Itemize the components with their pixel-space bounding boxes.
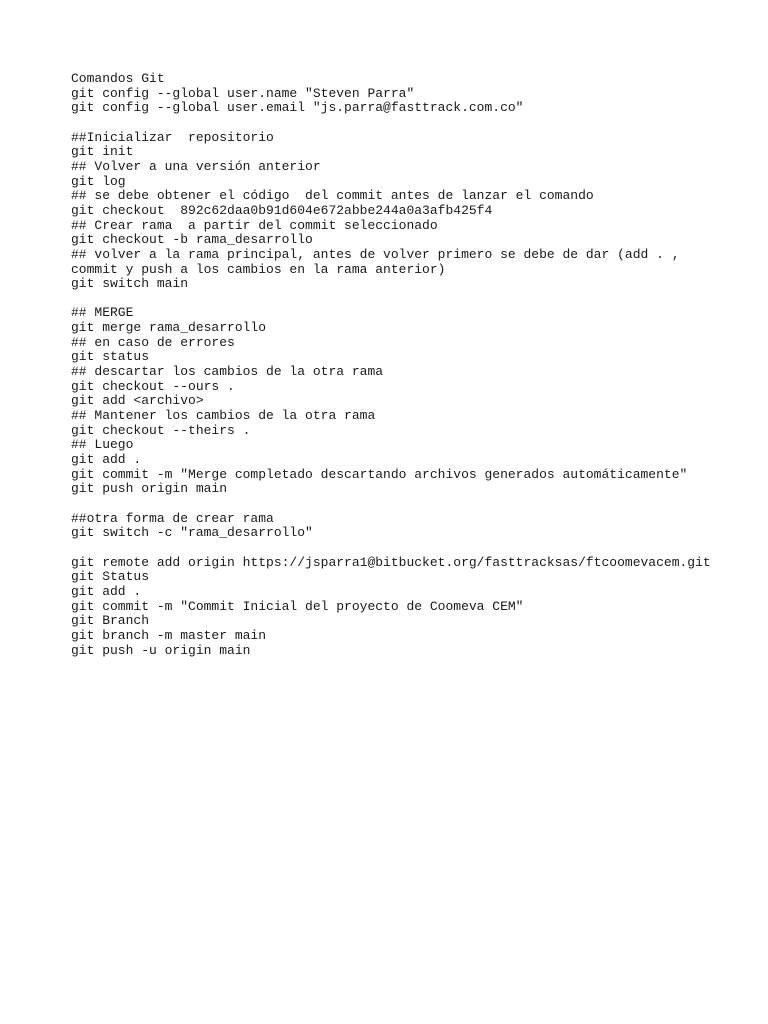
blank-line bbox=[71, 541, 731, 556]
text-line: ## Mantener los cambios de la otra rama bbox=[71, 408, 376, 424]
text-line: Comandos Git bbox=[71, 71, 165, 86]
text-line: git remote add origin https://jsparra1@bitbucket.org/fasttracksas/ftcoomevacem.git bbox=[71, 554, 711, 570]
blank-line bbox=[71, 292, 731, 307]
text-line: commit y push a los cambios en la rama anterior) bbox=[71, 261, 446, 277]
text-line: git Status bbox=[71, 569, 150, 585]
text-line: git config --global user.email "js.parra@fasttrack.com.co" bbox=[71, 100, 524, 116]
blank-line bbox=[71, 497, 731, 512]
text-line: ## volver a la rama principal, antes de volver primero se debe de dar (add . , bbox=[71, 246, 680, 262]
document-body bbox=[71, 72, 731, 658]
text-line: git checkout 892c62daa0b91d604e672abbe244a0a3afb425f4 bbox=[71, 202, 493, 218]
text-line: git checkout --theirs . bbox=[71, 422, 251, 438]
text-line: ## se debe obtener el código del commit antes de lanzar el comando bbox=[71, 188, 594, 204]
text-line: git switch -c "rama_desarrollo" bbox=[71, 525, 313, 541]
text-line: git Branch bbox=[71, 613, 150, 629]
text-line: ## descartar los cambios de la otra rama bbox=[71, 364, 384, 380]
text-line: ##otra forma de crear rama bbox=[71, 510, 274, 526]
text-line: ## MERGE bbox=[71, 305, 134, 321]
text-line: git add . bbox=[71, 452, 142, 468]
text-line: git init bbox=[71, 144, 134, 160]
text-line: git config --global user.name "Steven Parra" bbox=[71, 85, 415, 101]
text-line: git switch main bbox=[71, 276, 189, 292]
text-line: git checkout -b rama_desarrollo bbox=[71, 232, 313, 248]
text-line: ##Inicializar repositorio bbox=[71, 129, 274, 145]
blank-line bbox=[71, 116, 731, 131]
text-line: git commit -m "Commit Inicial del proyecto de Coomeva CEM" bbox=[71, 598, 524, 614]
text-line: ## en caso de errores bbox=[71, 334, 235, 350]
text-line: git branch -m master main bbox=[71, 627, 267, 643]
text-line: git merge rama_desarrollo bbox=[71, 320, 267, 336]
text-line: git push -u origin main bbox=[71, 642, 251, 658]
text-line: git add . bbox=[71, 583, 142, 599]
text-line: git push origin main bbox=[71, 481, 228, 497]
text-line: git add <archivo> bbox=[71, 393, 204, 409]
text-line: ## Volver a una versión anterior bbox=[71, 158, 321, 174]
text-line: git log bbox=[71, 173, 126, 189]
text-line: ## Crear rama a partir del commit seleccionado bbox=[71, 217, 438, 233]
text-line: git checkout --ours . bbox=[71, 378, 235, 394]
text-line: git status bbox=[71, 349, 150, 365]
text-line: ## Luego bbox=[71, 437, 134, 453]
text-line: git commit -m "Merge completado descartando archivos generados automáticamente" bbox=[71, 466, 688, 482]
